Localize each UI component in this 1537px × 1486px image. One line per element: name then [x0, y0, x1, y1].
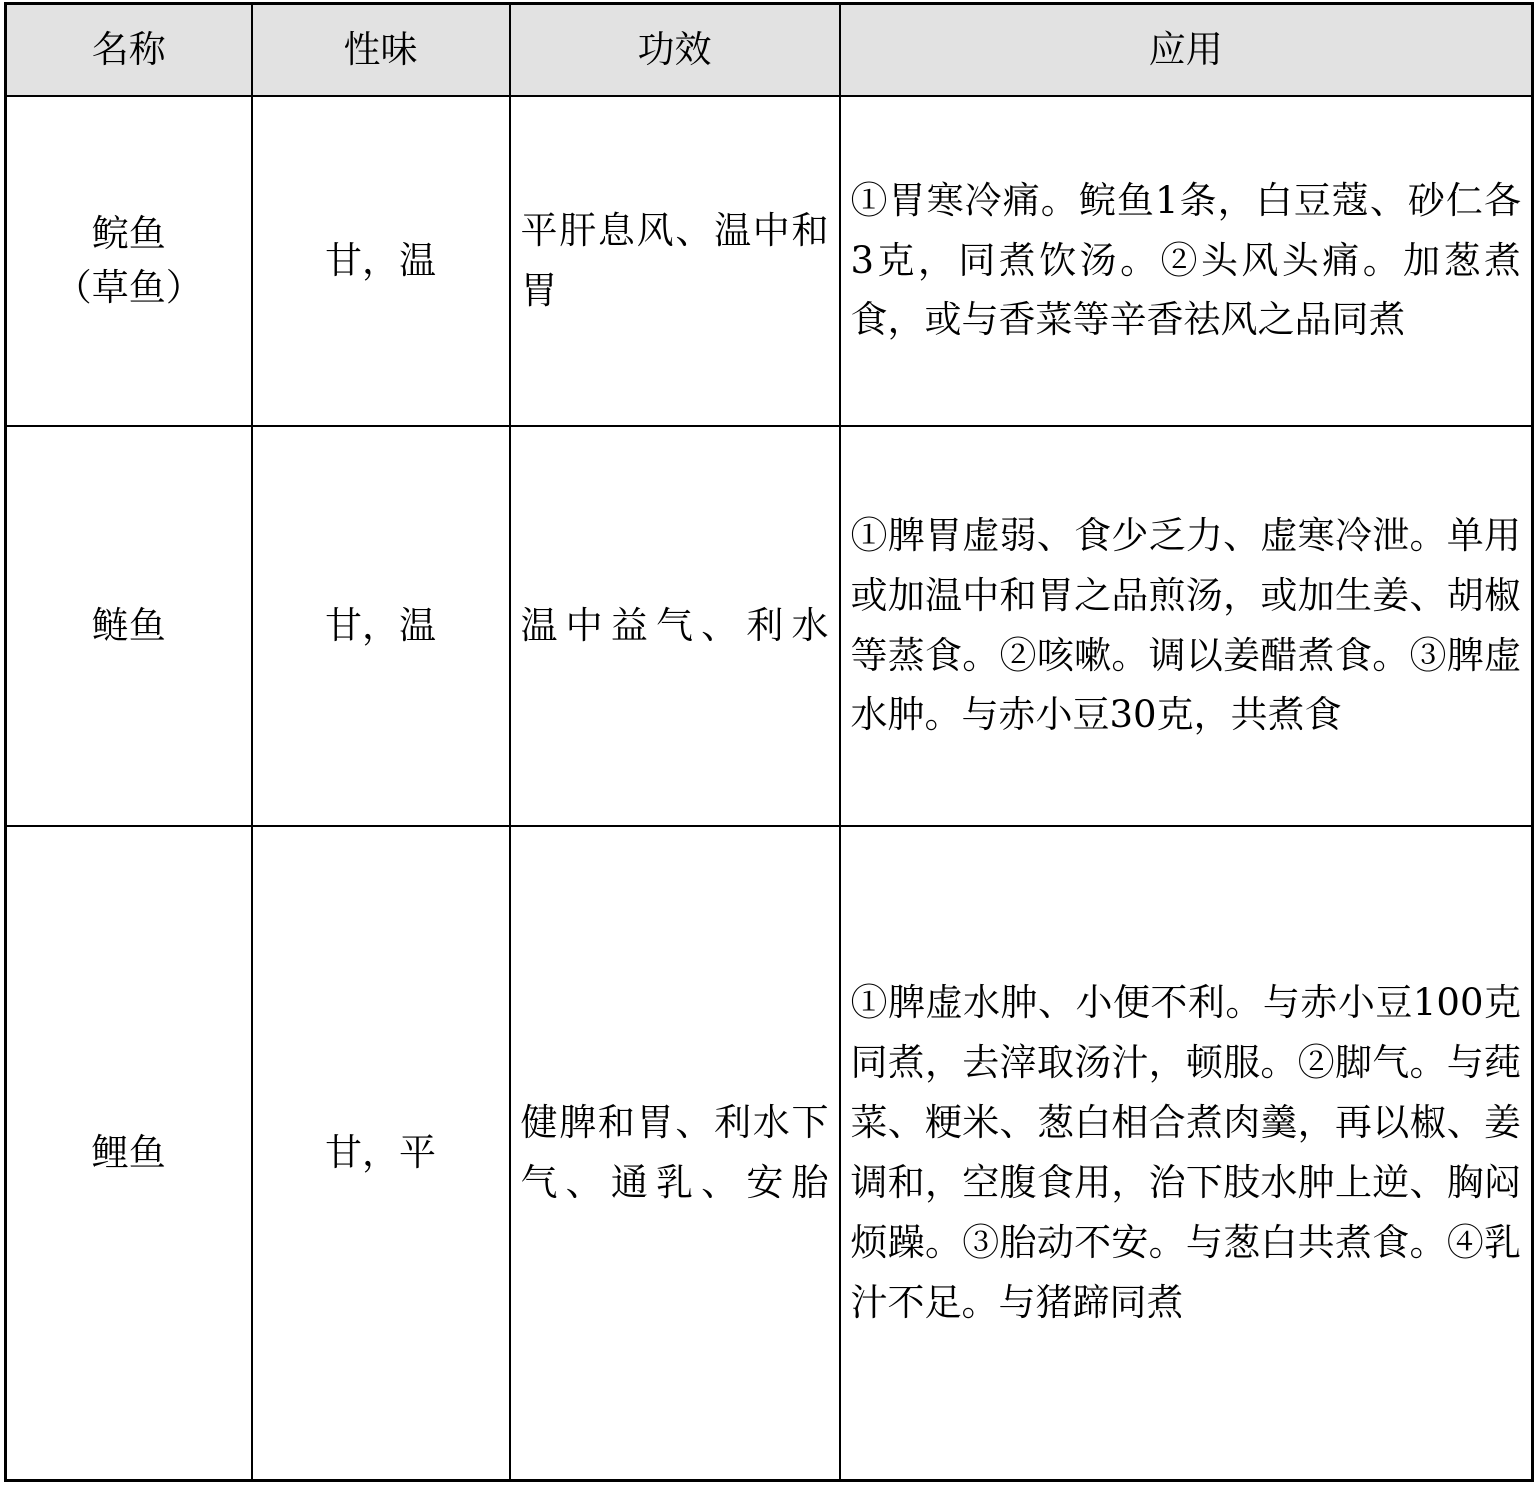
column-header-application: 应用 — [840, 4, 1533, 96]
cell-application: ①胃寒冷痛。鲩鱼1条，白豆蔻、砂仁各3克，同煮饮汤。②头风头痛。加葱煮食，或与香菜等辛香祛风之品同煮 — [840, 96, 1533, 426]
cell-nature: 甘，温 — [252, 96, 510, 426]
cell-nature: 甘，温 — [252, 426, 510, 826]
tcm-food-table — [4, 2, 1534, 1482]
cell-name-line-1: 鲢鱼 — [91, 603, 166, 647]
cell-nature: 甘，平 — [252, 826, 510, 1481]
cell-name-line-1: 鲩鱼 — [91, 211, 166, 255]
cell-application: ①脾虚水肿、小便不利。与赤小豆100克同煮，去滓取汤汁，顿服。②脚气。与莼菜、粳米、葱白相合煮肉羹，再以椒、姜调和，空腹食用，治下肢水肿上逆、胸闷烦躁。③胎动不安。与葱白共煮食。④乳汁不足。与猪蹄同煮 — [840, 826, 1533, 1481]
table-row — [6, 96, 1533, 426]
column-header-effect: 功效 — [510, 4, 840, 96]
table-row — [6, 826, 1533, 1481]
table-header — [6, 4, 1533, 96]
column-header-name: 名称 — [6, 4, 252, 96]
cell-effect: 平肝息风、温中和胃 — [510, 96, 840, 426]
cell-name-line-1: 鲤鱼 — [91, 1130, 166, 1174]
cell-effect: 健脾和胃、利水下气、通乳、安胎 — [510, 826, 840, 1481]
table-header-row — [6, 4, 1533, 96]
cell-name-line-2: （草鱼） — [54, 265, 203, 309]
cell-effect: 温中益气、利水 — [510, 426, 840, 826]
cell-name — [6, 826, 252, 1481]
cell-name — [6, 426, 252, 826]
table-row — [6, 426, 1533, 826]
column-header-nature: 性味 — [252, 4, 510, 96]
cell-name — [6, 96, 252, 426]
cell-application: ①脾胃虚弱、食少乏力、虚寒冷泄。单用或加温中和胃之品煎汤，或加生姜、胡椒等蒸食。②咳嗽。调以姜醋煮食。③脾虚水肿。与赤小豆30克，共煮食 — [840, 426, 1533, 826]
table-body — [6, 96, 1533, 1481]
